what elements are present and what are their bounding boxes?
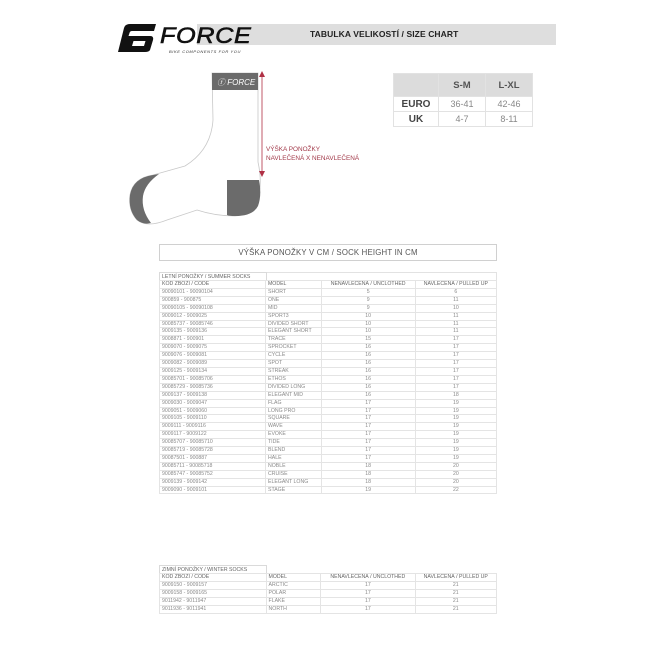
table-row <box>160 415 497 423</box>
cell-model: SHORT <box>265 288 321 296</box>
table-row <box>160 360 497 368</box>
cell-unclothed: 17 <box>321 431 415 439</box>
cell-model: SPROCKET <box>265 344 321 352</box>
sock-height-title: VÝŠKA PONOŽKY V CM / SOCK HEIGHT IN CM <box>159 244 497 261</box>
cell-unclothed: 16 <box>321 375 415 383</box>
cell-pulled-up: 19 <box>415 399 496 407</box>
cell-model: DIVIDED LONG <box>265 383 321 391</box>
column-header-row <box>160 281 497 289</box>
column-header-row <box>160 574 497 582</box>
cell-unclothed: 17 <box>321 415 415 423</box>
cell-model: BLEND <box>265 447 321 455</box>
cell-model: ARCTIC <box>266 581 321 589</box>
cell-pulled-up: 19 <box>415 415 496 423</box>
cell-pulled-up: 17 <box>415 367 496 375</box>
table-row <box>160 589 497 597</box>
cell-pulled-up: 20 <box>415 478 496 486</box>
sock-height-label-line2: NAVLEČENÁ X NENAVLEČENÁ <box>266 155 360 162</box>
cell-model: ELEGANT LONG <box>265 478 321 486</box>
cell-code: 90085707 - 90085710 <box>160 439 266 447</box>
winter-section-label: ZIMNÍ PONOŽKY / WINTER SOCKS <box>159 565 267 573</box>
winter-socks-table <box>159 573 497 614</box>
table-row <box>160 431 497 439</box>
cell-model: CRUISE <box>265 470 321 478</box>
cell-pulled-up: 17 <box>415 344 496 352</box>
cell-unclothed: 16 <box>321 383 415 391</box>
size-conversion-table <box>393 73 533 127</box>
cell-pulled-up: 21 <box>415 597 496 605</box>
cell-unclothed: 18 <box>321 462 415 470</box>
cell-pulled-up: 19 <box>415 454 496 462</box>
winter-socks-section <box>159 565 497 614</box>
cell-pulled-up: 21 <box>415 589 496 597</box>
cell-code: 90087501 - 900887 <box>160 454 266 462</box>
size-header-sm: S-M <box>439 74 486 97</box>
cell-pulled-up: 17 <box>415 383 496 391</box>
cell-code: 9009105 - 9009110 <box>160 415 266 423</box>
cell-unclothed: 17 <box>321 423 415 431</box>
table-row <box>160 296 497 304</box>
table-row <box>160 367 497 375</box>
cell-code: 9011942 - 9011947 <box>160 597 267 605</box>
table-row <box>160 486 497 494</box>
column-header-code: KÓD ZBOŽÍ / CODE <box>160 574 267 582</box>
cell-model: HALE <box>265 454 321 462</box>
cell-model: SPOT <box>265 360 321 368</box>
cell-model: ETHOS <box>265 375 321 383</box>
sock-illustration-icon <box>125 70 265 230</box>
cell-unclothed: 19 <box>321 486 415 494</box>
cell-code: 9009076 - 9009081 <box>160 352 266 360</box>
sock-height-label <box>266 145 359 163</box>
cell-pulled-up: 18 <box>415 391 496 399</box>
table-row <box>160 344 497 352</box>
cell-code: 90085711 - 90085718 <box>160 462 266 470</box>
cell-pulled-up: 11 <box>415 328 496 336</box>
cell-unclothed: 15 <box>321 336 415 344</box>
table-row <box>160 454 497 462</box>
cell-model: FLAG <box>265 399 321 407</box>
cell-pulled-up: 19 <box>415 431 496 439</box>
cell-code: 9009135 - 9009136 <box>160 328 266 336</box>
table-row <box>160 478 497 486</box>
cell-code: 90090105 - 90090108 <box>160 304 266 312</box>
cell-pulled-up: 22 <box>415 486 496 494</box>
cell-unclothed: 17 <box>321 581 415 589</box>
cell-unclothed: 9 <box>321 304 415 312</box>
cell-model: EVOKE <box>265 431 321 439</box>
table-row <box>160 328 497 336</box>
table-row <box>160 304 497 312</box>
cell-model: ELEGANT SHORT <box>265 328 321 336</box>
cell-pulled-up: 17 <box>415 360 496 368</box>
size-value: 4-7 <box>439 112 486 127</box>
cell-code: 90085729 - 90085736 <box>160 383 266 391</box>
cell-unclothed: 17 <box>321 589 415 597</box>
cell-unclothed: 17 <box>321 605 415 613</box>
cell-unclothed: 10 <box>321 312 415 320</box>
cell-unclothed: 17 <box>321 407 415 415</box>
cell-pulled-up: 20 <box>415 470 496 478</box>
summer-section-label: LETNÍ PONOŽKY / SUMMER SOCKS <box>159 272 267 280</box>
brand-tagline: BIKE COMPONENTS FOR YOU <box>169 49 241 54</box>
column-header-model: MODEL <box>265 281 321 289</box>
cell-pulled-up: 11 <box>415 320 496 328</box>
cell-pulled-up: 19 <box>415 407 496 415</box>
cell-code: 9009150 - 9009157 <box>160 581 267 589</box>
cell-model: TRACE <box>265 336 321 344</box>
cell-model: FLAKE <box>266 597 321 605</box>
cell-model: CYCLE <box>265 352 321 360</box>
table-row <box>160 439 497 447</box>
cell-pulled-up: 21 <box>415 605 496 613</box>
column-header-unclothed: NENAVLEČENÁ / UNCLOTHED <box>321 281 415 289</box>
table-row <box>160 288 497 296</box>
cell-pulled-up: 11 <box>415 296 496 304</box>
column-header-pulled-up: NAVLEČENÁ / PULLED UP <box>415 574 496 582</box>
cell-unclothed: 16 <box>321 344 415 352</box>
page-title: TABULKA VELIKOSTÍ / SIZE CHART <box>310 29 459 39</box>
size-row-uk <box>394 112 533 127</box>
cell-code: 9011936 - 9011941 <box>160 605 267 613</box>
cell-unclothed: 16 <box>321 391 415 399</box>
cell-code: 90085747 - 90085752 <box>160 470 266 478</box>
cell-model: MID <box>265 304 321 312</box>
cell-code: 9009082 - 9009089 <box>160 360 266 368</box>
table-row <box>160 320 497 328</box>
cell-code: 90085701 - 90085706 <box>160 375 266 383</box>
cell-pulled-up: 10 <box>415 304 496 312</box>
cell-unclothed: 17 <box>321 399 415 407</box>
cell-code: 9008871 - 900901 <box>160 336 266 344</box>
cell-code: 90085719 - 90085728 <box>160 447 266 455</box>
size-value: 8-11 <box>486 112 533 127</box>
column-header-model: MODEL <box>266 574 321 582</box>
cell-model: NOBLE <box>265 462 321 470</box>
column-header-code: KÓD ZBOŽÍ / CODE <box>160 281 266 289</box>
size-row-label: EURO <box>394 97 439 112</box>
cell-pulled-up: 19 <box>415 447 496 455</box>
size-row-euro <box>394 97 533 112</box>
cell-code: 90085737 - 90085746 <box>160 320 266 328</box>
summer-socks-table <box>159 280 497 494</box>
cell-unclothed: 17 <box>321 454 415 462</box>
table-row <box>160 597 497 605</box>
cell-model: TIDE <box>265 439 321 447</box>
cell-model: POLAR <box>266 589 321 597</box>
size-header-row <box>394 74 533 97</box>
cell-code: 9009051 - 9009060 <box>160 407 266 415</box>
cell-unclothed: 17 <box>321 597 415 605</box>
cell-code: 9009030 - 9009047 <box>160 399 266 407</box>
cell-model: ONE <box>265 296 321 304</box>
cell-model: LONG PRO <box>265 407 321 415</box>
cell-model: STREAK <box>265 367 321 375</box>
cell-unclothed: 9 <box>321 296 415 304</box>
table-row <box>160 423 497 431</box>
table-row <box>160 336 497 344</box>
cell-model: SQUARE <box>265 415 321 423</box>
summer-socks-section <box>159 272 497 494</box>
cell-unclothed: 10 <box>321 328 415 336</box>
cell-code: 90090101 - 90090104 <box>160 288 266 296</box>
section-label-filler <box>267 272 497 280</box>
sock-height-label-line1: VÝŠKA PONOŽKY <box>266 146 320 153</box>
table-row <box>160 581 497 589</box>
cell-unclothed: 10 <box>321 320 415 328</box>
cell-model: DIVIDED SHORT <box>265 320 321 328</box>
size-header-lxl: L-XL <box>486 74 533 97</box>
cell-unclothed: 5 <box>321 288 415 296</box>
cell-pulled-up: 21 <box>415 581 496 589</box>
cell-code: 9009137 - 9009138 <box>160 391 266 399</box>
size-header-blank <box>394 74 439 97</box>
cell-code: 9009117 - 9009122 <box>160 431 266 439</box>
cell-pulled-up: 17 <box>415 336 496 344</box>
cell-pulled-up: 20 <box>415 462 496 470</box>
size-row-label: UK <box>394 112 439 127</box>
table-row <box>160 399 497 407</box>
brand-wordmark: FORCE <box>160 23 252 48</box>
cell-unclothed: 16 <box>321 352 415 360</box>
cell-model: ELEGANT MID <box>265 391 321 399</box>
column-header-pulled-up: NAVLEČENÁ / PULLED UP <box>415 281 496 289</box>
cell-model: STAGE <box>265 486 321 494</box>
table-row <box>160 312 497 320</box>
column-header-unclothed: NENAVLEČENÁ / UNCLOTHED <box>321 574 415 582</box>
cell-model: WAVE <box>265 423 321 431</box>
cell-code: 9009012 - 9009025 <box>160 312 266 320</box>
cell-code: 9009158 - 9009165 <box>160 589 267 597</box>
cell-unclothed: 17 <box>321 447 415 455</box>
cell-pulled-up: 17 <box>415 352 496 360</box>
sock-logo-text: ⓕ FORCE <box>217 78 256 87</box>
cell-pulled-up: 6 <box>415 288 496 296</box>
cell-unclothed: 18 <box>321 470 415 478</box>
cell-unclothed: 18 <box>321 478 415 486</box>
cell-code: 9009139 - 9009142 <box>160 478 266 486</box>
cell-unclothed: 16 <box>321 360 415 368</box>
cell-code: 9009111 - 9009116 <box>160 423 266 431</box>
table-row <box>160 375 497 383</box>
table-row <box>160 470 497 478</box>
cell-pulled-up: 19 <box>415 439 496 447</box>
cell-code: 900859 - 900875 <box>160 296 266 304</box>
cell-code: 9009090 - 9009101 <box>160 486 266 494</box>
cell-model: NORTH <box>266 605 321 613</box>
table-row <box>160 462 497 470</box>
cell-code: 9009070 - 9009075 <box>160 344 266 352</box>
table-row <box>160 383 497 391</box>
table-row <box>160 407 497 415</box>
size-value: 42-46 <box>486 97 533 112</box>
cell-unclothed: 17 <box>321 439 415 447</box>
cell-pulled-up: 17 <box>415 375 496 383</box>
cell-pulled-up: 11 <box>415 312 496 320</box>
table-row <box>160 605 497 613</box>
table-row <box>160 447 497 455</box>
cell-pulled-up: 19 <box>415 423 496 431</box>
cell-unclothed: 16 <box>321 367 415 375</box>
cell-model: SPORT3 <box>265 312 321 320</box>
table-row <box>160 352 497 360</box>
size-value: 36-41 <box>439 97 486 112</box>
cell-code: 9009125 - 9009134 <box>160 367 266 375</box>
table-row <box>160 391 497 399</box>
